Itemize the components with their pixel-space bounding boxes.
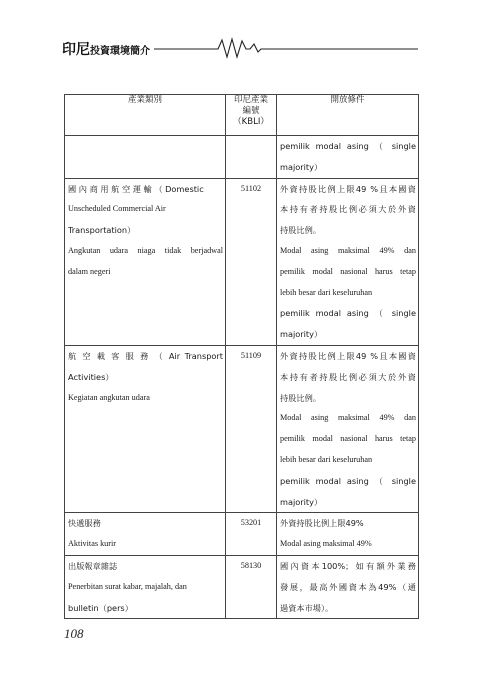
conditions-cell-line: pemilik modal asing （ single (280, 475, 416, 486)
conditions-cell (277, 555, 419, 618)
conditions-cell-line: 本持有者持股比例必須大於外資 (280, 204, 416, 215)
industry-table (64, 94, 419, 619)
header-kbli (226, 95, 277, 136)
category-cell-line: Activities） (68, 371, 114, 382)
category-cell-line: Penerbitan surat kabar, majalah, dan (68, 581, 187, 591)
category-cell-line: 國 內 商 用 航 空 運 輸 （ Domestic (68, 183, 204, 194)
conditions-cell (277, 513, 419, 556)
table-row (65, 513, 419, 556)
category-cell (65, 345, 226, 512)
conditions-cell-line: Modal asing maksimal 49% dan (280, 413, 416, 423)
table-row (65, 345, 419, 512)
conditions-cell-line: 持股比例。 (280, 225, 321, 236)
kbli-code-cell (226, 555, 277, 618)
table-row (65, 136, 419, 179)
conditions-cell-line: pemilik modal nasional harus tetap (280, 434, 416, 444)
category-cell-line: Kegiatan angkutan udara (68, 392, 150, 402)
conditions-cell-line: pemilik modal asing （ single (280, 308, 416, 319)
conditions-cell (277, 178, 419, 345)
kbli-code-cell (226, 345, 277, 512)
conditions-cell-line: 外資持股比例上限49% (280, 518, 364, 529)
conditions-cell-line: Modal asing maksimal 49% (280, 539, 372, 549)
conditions-cell-line: 國內資本100%；如有額外業務 (280, 560, 416, 571)
kbli-code: 58130 (240, 560, 262, 570)
conditions-cell-line: 外資持股比例上限49 %且本國資 (280, 350, 416, 361)
header-kbli-line: 印尼產業 (233, 95, 268, 105)
running-header (62, 36, 422, 60)
header-title (62, 39, 150, 59)
category-cell-line: 快遞服務 (68, 518, 101, 529)
header-kbli-line: （KBLI） (233, 117, 269, 127)
header-title-sub: 投資環境簡介 (90, 46, 150, 57)
conditions-cell-line: 持股比例。 (280, 392, 321, 403)
category-cell-line: Aktivitas kurir (68, 539, 116, 549)
category-cell-line: dalam negeri (68, 266, 111, 276)
conditions-cell-line: lebih besar dari keseluruhan (280, 287, 373, 297)
category-cell-line: Angkutan udara niaga tidak berjadwal (68, 245, 223, 255)
conditions-cell-line: pemilik modal nasional harus tetap (280, 266, 416, 276)
conditions-cell-line: 發展，最高外國資本為49%（通 (280, 581, 416, 592)
kbli-code: 53201 (240, 518, 262, 528)
conditions-cell-line: 外資持股比例上限49 %且本國資 (280, 183, 416, 194)
kbli-code-cell (226, 513, 277, 556)
category-cell-line: Transportation） (68, 225, 136, 236)
conditions-cell-line: 過資本市場）。 (280, 602, 334, 613)
table-body (65, 136, 419, 619)
conditions-cell-line: majority） (280, 161, 323, 172)
category-cell (65, 178, 226, 345)
conditions-cell-line: 本持有者持股比例必須大於外資 (280, 371, 416, 382)
conditions-cell-line: pemilik modal asing （ single (280, 141, 416, 151)
category-cell-line: bulletin（pers） (68, 602, 133, 613)
header-category: 產業類別 (65, 95, 226, 136)
category-cell (65, 136, 226, 179)
table-header-row (65, 95, 419, 136)
category-cell-line: Unscheduled Commercial Air (68, 204, 166, 214)
header-kbli-line: 編號 (242, 106, 260, 116)
page-number: 108 (64, 626, 84, 641)
table-row (65, 555, 419, 618)
header-title-main: 印尼 (62, 42, 90, 58)
category-cell-line: 航 空 載 客 服 務 （ Air Transport (68, 350, 223, 361)
conditions-cell-line: majority） (280, 329, 323, 340)
conditions-cell-line: lebih besar dari keseluruhan (280, 454, 373, 464)
kbli-code: 51102 (240, 183, 262, 193)
header-conditions: 開放條件 (277, 95, 419, 136)
category-cell (65, 513, 226, 556)
table-row (65, 178, 419, 345)
conditions-cell-line: majority） (280, 496, 323, 507)
kbli-code-cell (226, 136, 277, 179)
conditions-cell (277, 136, 419, 179)
kbli-code-cell (226, 178, 277, 345)
conditions-cell (277, 345, 419, 512)
kbli-code: 51109 (240, 350, 262, 360)
category-cell-line: 出版報章雜誌 (68, 560, 118, 571)
conditions-cell-line: Modal asing maksimal 49% dan (280, 245, 416, 255)
category-cell (65, 555, 226, 618)
